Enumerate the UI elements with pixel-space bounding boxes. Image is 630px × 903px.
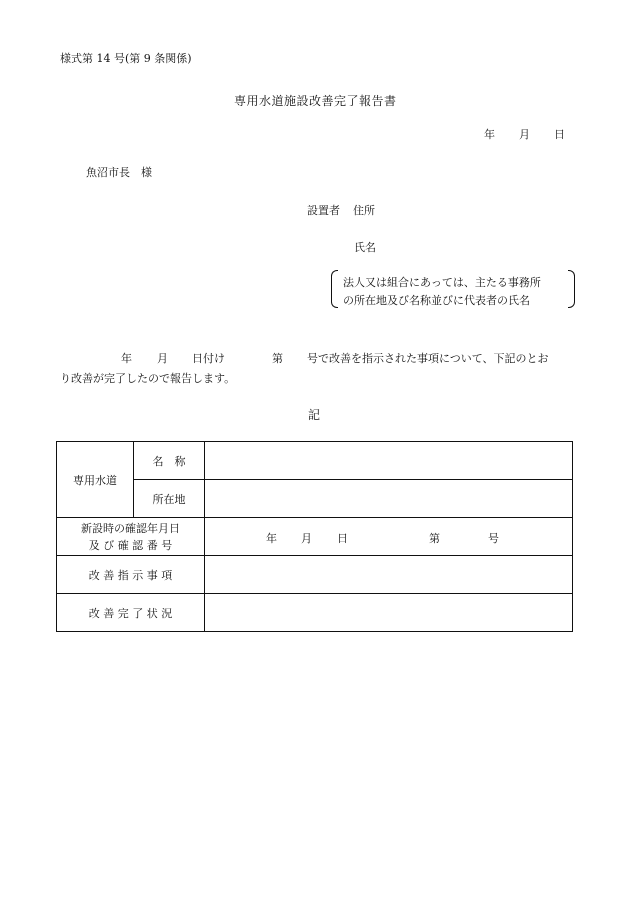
confirm-day: 日: [337, 532, 348, 545]
waterworks-label: 専用水道: [73, 473, 117, 487]
report-table: [56, 441, 573, 632]
body-year: 年: [121, 352, 132, 365]
corporate-note-bracket: [331, 270, 575, 308]
instructed-items-value[interactable]: [205, 556, 573, 594]
name-label: 氏名: [354, 241, 376, 254]
confirm-value-cell[interactable]: [205, 518, 573, 556]
instructed-label-cell: [57, 556, 205, 594]
location-value[interactable]: [205, 480, 573, 518]
completion-status-value[interactable]: [205, 594, 573, 632]
date-month: 月: [519, 128, 530, 141]
left-bracket: [331, 270, 338, 308]
name-label-cell: [134, 442, 205, 480]
completed-label-cell: [57, 594, 205, 632]
confirm-month: 月: [301, 532, 312, 545]
facility-name-label: 名 称: [152, 454, 186, 468]
confirm-number-suffix: 号: [488, 532, 499, 545]
table-row: [57, 556, 573, 594]
table-row: [57, 594, 573, 632]
table-row: [57, 518, 573, 556]
table-row: [57, 480, 573, 518]
body-month: 月: [157, 352, 168, 365]
body-line-2: り改善が完了したので報告します。: [60, 372, 236, 385]
confirm-label-line-2: 及 び 確 認 番 号: [88, 538, 173, 552]
address-label: 住所: [353, 204, 375, 217]
body-number-prefix: 第: [272, 352, 283, 365]
document-title: 専用水道施設改善完了報告書: [234, 94, 397, 108]
waterworks-label-cell: [57, 442, 134, 518]
ki-heading: 記: [308, 408, 321, 422]
date-year: 年: [484, 128, 495, 141]
body-line-1-rest: 号で改善を指示された事項について、下記のとお: [307, 352, 549, 365]
installer-label: 設置者: [307, 204, 340, 217]
table-row: [57, 442, 573, 480]
confirm-year: 年: [266, 532, 277, 545]
location-label: 所在地: [152, 492, 186, 506]
right-bracket: [568, 270, 575, 308]
date-day: 日: [554, 128, 565, 141]
addressee: 魚沼市長 様: [86, 166, 152, 179]
completion-status-label: 改 善 完 了 状 況: [88, 606, 173, 620]
corporate-note-line-1: 法人又は組合にあっては、主たる事務所: [343, 276, 541, 289]
form-number: 様式第 14 号(第 9 条関係): [60, 52, 192, 65]
confirm-label-line-1: 新設時の確認年月日: [81, 521, 180, 535]
body-day-dated: 日付け: [192, 352, 225, 365]
confirm-label-cell: [57, 518, 205, 556]
facility-name-value[interactable]: [205, 442, 573, 480]
location-label-cell: [134, 480, 205, 518]
confirm-number-prefix: 第: [429, 532, 440, 545]
instructed-items-label: 改 善 指 示 事 項: [88, 568, 173, 582]
corporate-note-line-2: の所在地及び名称並びに代表者の氏名: [343, 294, 530, 307]
